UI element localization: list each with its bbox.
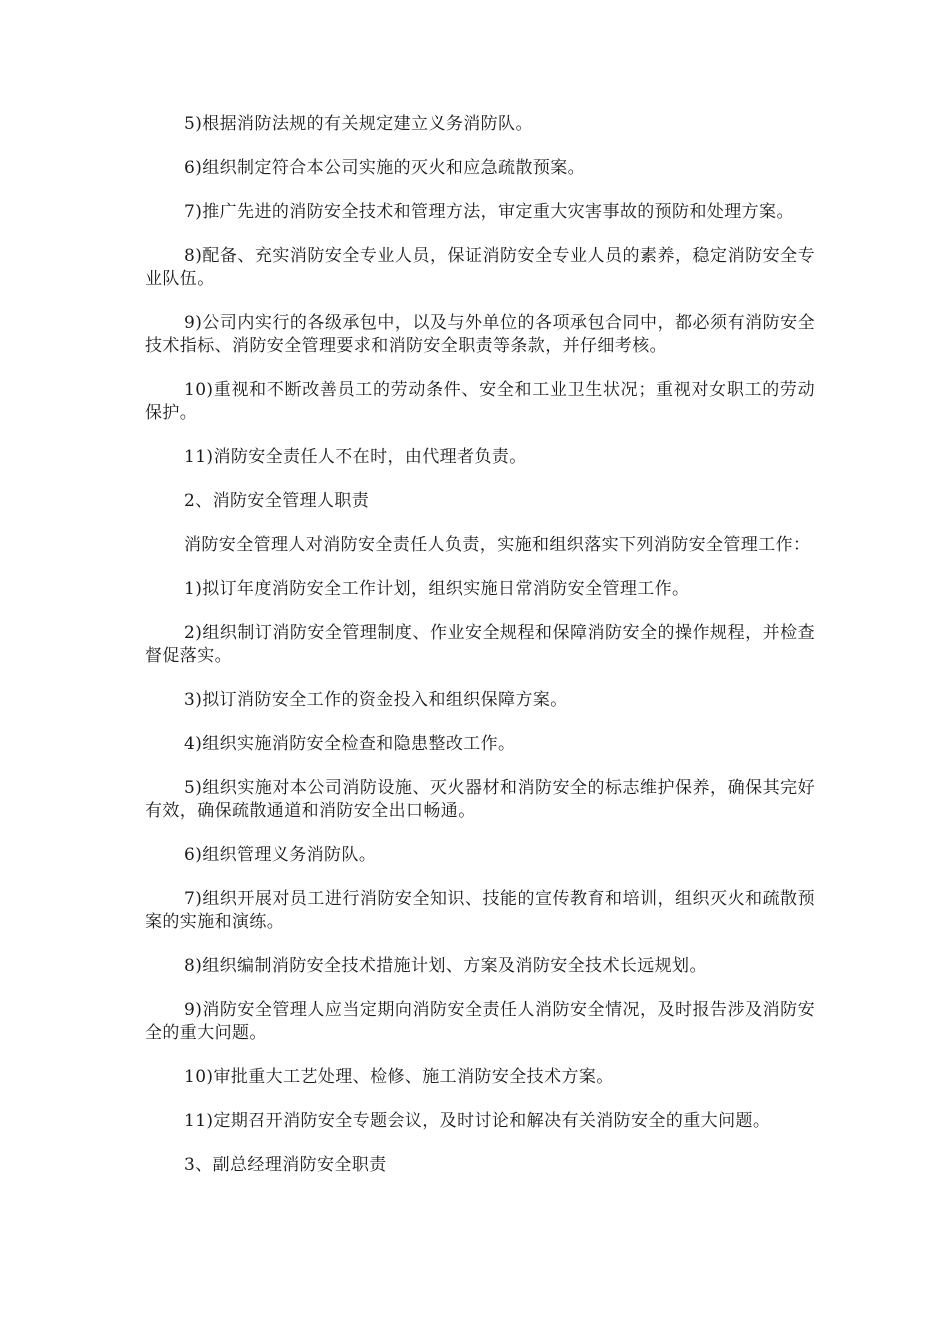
paragraph: 4)组织实施消防安全检查和隐患整改工作。: [184, 734, 516, 754]
paragraph: 9)公司内实行的各级承包中，以及与外单位的各项承包合同中，都必须有消防安全技术指标、消防安全管理要求和消防安全职责等条款，并仔细考核。: [145, 313, 815, 356]
paragraph: 1)拟订年度消防安全工作计划，组织实施日常消防安全管理工作。: [184, 579, 690, 599]
paragraph: 3)拟订消防安全工作的资金投入和组织保障方案。: [184, 690, 568, 710]
paragraph: 8)组织编制消防安全技术措施计划、方案及消防安全技术长远规划。: [184, 956, 707, 976]
paragraph: 6)组织管理义务消防队。: [184, 845, 377, 865]
paragraph: 消防安全管理人对消防安全责任人负责，实施和组织落实下列消防安全管理工作：: [184, 535, 811, 555]
paragraph: 7)组织开展对员工进行消防安全知识、技能的宣传教育和培训，组织灭火和疏散预案的实施和演练。: [145, 889, 815, 932]
paragraph: 11)消防安全责任人不在时，由代理者负责。: [184, 447, 527, 467]
paragraph: 7)推广先进的消防安全技术和管理方法，审定重大灾害事故的预防和处理方案。: [184, 202, 794, 222]
paragraph: 9)消防安全管理人应当定期向消防安全责任人消防安全情况，及时报告涉及消防安全的重大问题。: [145, 1000, 815, 1043]
paragraph: 6)组织制定符合本公司实施的灭火和应急疏散预案。: [184, 158, 586, 178]
section-heading: 3、副总经理消防安全职责: [184, 1155, 387, 1175]
paragraph: 2)组织制订消防安全管理制度、作业安全规程和保障消防安全的操作规程，并检查督促落实。: [145, 623, 815, 666]
paragraph: 11)定期召开消防安全专题会议，及时讨论和解决有关消防安全的重大问题。: [184, 1111, 771, 1131]
paragraph: 10)审批重大工艺处理、检修、施工消防安全技术方案。: [184, 1067, 614, 1087]
section-heading: 2、消防安全管理人职责: [184, 491, 370, 511]
paragraph: 10)重视和不断改善员工的劳动条件、安全和工业卫生状况；重视对女职工的劳动保护。: [145, 380, 815, 423]
document-body: [145, 113, 815, 1198]
paragraph: 5)根据消防法规的有关规定建立义务消防队。: [184, 114, 533, 134]
paragraph: 5)组织实施对本公司消防设施、灭火器材和消防安全的标志维护保养，确保其完好有效，确保疏散通道和消防安全出口畅通。: [145, 778, 815, 821]
paragraph: 8)配备、充实消防安全专业人员，保证消防安全专业人员的素养，稳定消防安全专业队伍。: [145, 246, 815, 289]
